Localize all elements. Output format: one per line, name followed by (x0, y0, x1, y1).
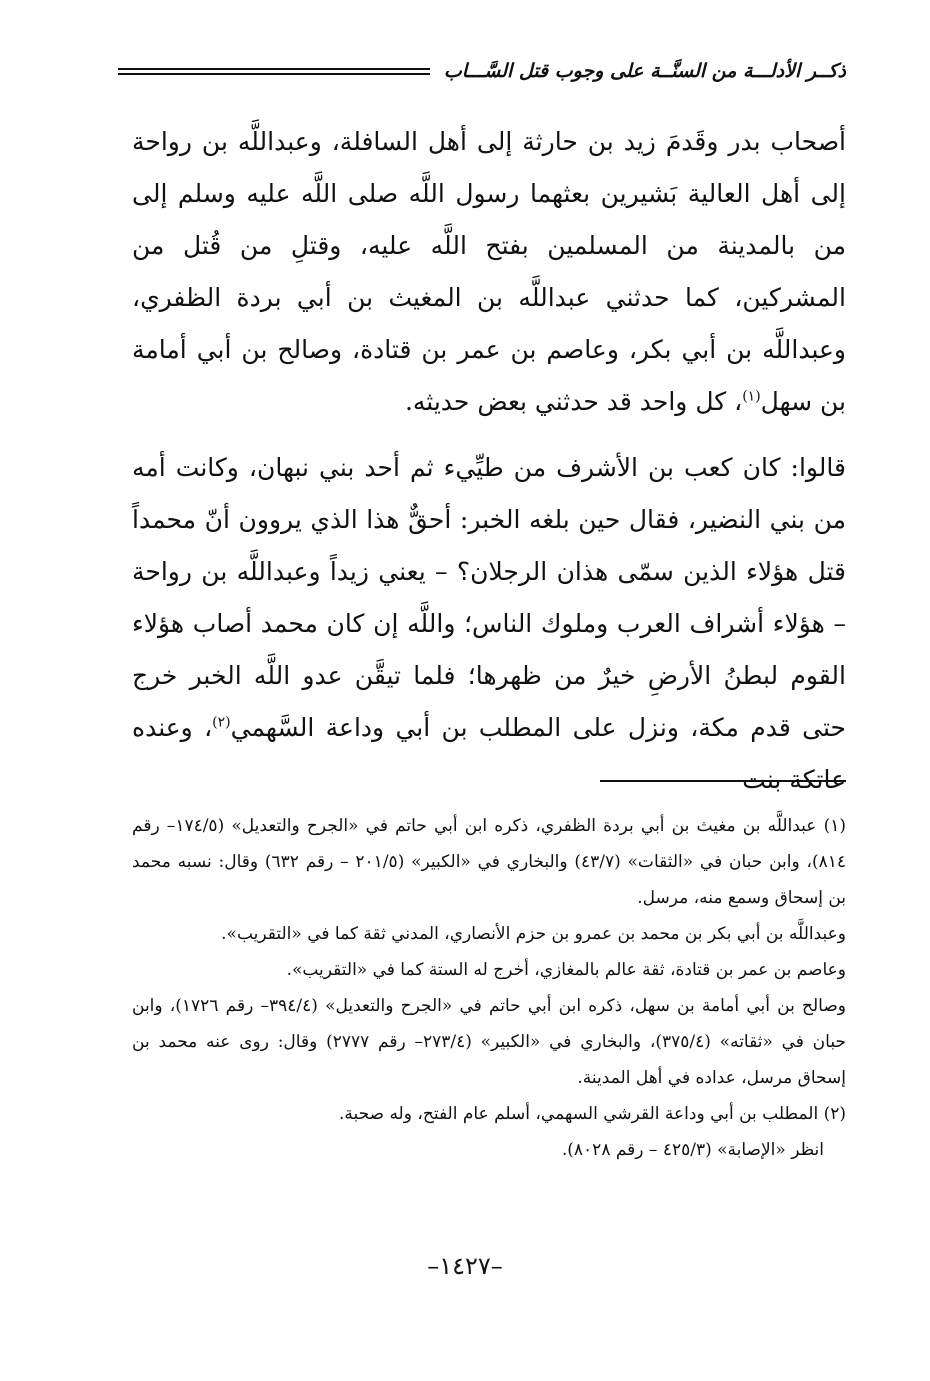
footnote-2: (٢) المطلب بن أبي وداعة القرشي السهمي، أسلم عام الفتح، وله صحبة. (338, 1104, 846, 1124)
footnote-ref-1: (١) (742, 388, 761, 405)
page-number: –١٤٢٧– (427, 1252, 503, 1280)
footnote-1: (١) عبداللَّه بن مغيث بن أبي بردة الظفري، ذكره ابن أبي حاتم في «الجرح والتعديل» (١٧٤/٥– رقم ٨١٤)، وابن حبان في «الثقات» (٤٣/٧) والبخاري في «الكبير» (٢٠١/٥ – رقم ٦٣٢) وقال: نسبه محمد بن إسحاق وسمع منه، مرسل. (132, 816, 846, 908)
footnote-ref-2: (٢) (212, 714, 231, 731)
paragraph-1-end: ، كل واحد قد حدثني بعض حديثه. (404, 387, 743, 416)
footnote-1-salih: وصالح بن أبي أمامة بن سهل، ذكره ابن أبي حاتم في «الجرح والتعديل» (٣٩٤/٤– رقم ١٧٢٦)، وابن حبان في «ثقاته» (٣٧٥/٤)، والبخاري في «الكبير» (٢٧٣/٤– رقم ٢٧٧٧) وقال: روى عنه محمد بن إسحاق مرسل، عداده في أهل المدينة. (132, 996, 846, 1088)
paragraph-1-text: أصحاب بدر وقَدمَ زيد بن حارثة إلى أهل السافلة، وعبداللَّه بن رواحة إلى أهل العالية بَشيرين بعثهما رسول اللَّه صلى اللَّه عليه وسلم إلى من بالمدينة من المسلمين بفتح اللَّه عليه، وقتلِ من قُتل من المشركين، كما حدثني عبداللَّه بن المغيث بن أبي بردة الظفري، وعبداللَّه بن أبي بكر، وعاصم بن عمر بن قتادة، وصالح بن أبي أمامة بن سهل (132, 127, 846, 416)
paragraph-2 (132, 442, 846, 806)
footnote-1-asim: وعاصم بن عمر بن قتادة، ثقة عالم بالمغازي، أخرج له الستة كما في «التقريب». (286, 960, 846, 980)
footnote-2-reference: انظر «الإصابة» (٤٢٥/٣ – رقم ٨٠٢٨). (561, 1140, 824, 1160)
paragraph-2-end: ، وعنده عاتكة بنت (132, 713, 846, 794)
header-double-rule (118, 68, 430, 75)
footnote-separator (600, 780, 846, 782)
main-text (132, 116, 846, 806)
paragraph-1 (132, 116, 846, 428)
paragraph-2-text: قالوا: كان كعب بن الأشرف من طيِّيء ثم أحد بني نبهان، وكانت أمه من بني النضير، فقال حين بلغه الخبر: أحقٌّ هذا الذي يروون أنّ محمداً قتل هؤلاء الذين سمّى هذان الرجلان؟ – يعني زيداً وعبداللَّه بن رواحة – هؤلاء أشراف العرب وملوك الناس؛ واللَّه إن كان محمد أصاب هؤلاء القوم لبطنُ الأرضِ خيرٌ من ظهرها؛ فلما تيقَّن عدو اللَّه الخبر خرج حتى قدم مكة، ونزل على المطلب بن أبي وداعة السَّهمي (132, 453, 846, 742)
footnotes (132, 808, 846, 1168)
running-header-title: ذكــر الأدلـــة من السنَّــة على وجوب قتل السَّـــاب (443, 60, 846, 82)
running-header (118, 52, 846, 90)
footnote-1-abdullah: وعبداللَّه بن أبي بكر بن محمد بن عمرو بن حزم الأنصاري، المدني ثقة كما في «التقريب». (221, 924, 846, 944)
